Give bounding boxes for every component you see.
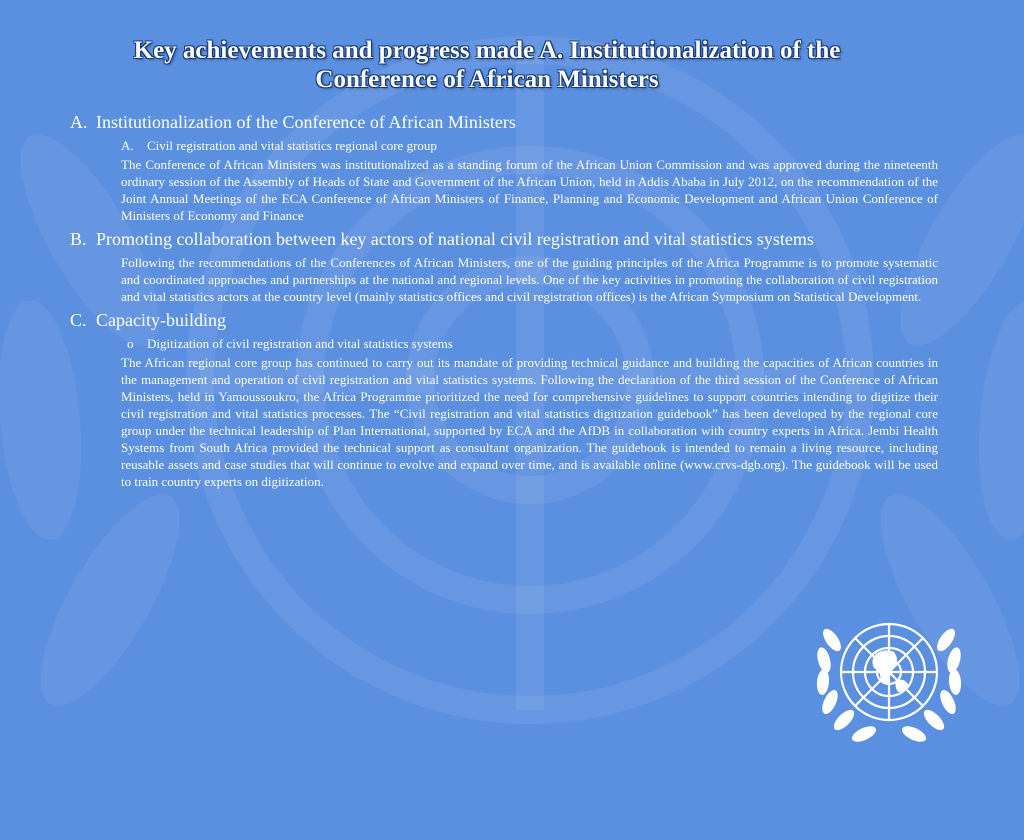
section-c-subheading-text: Digitization of civil registration and vital statistics systems (147, 336, 453, 351)
section-a-marker: A. (70, 112, 88, 132)
section-b-heading (70, 228, 938, 250)
section-c-subheading (121, 335, 938, 352)
slide-content (70, 111, 938, 494)
section-b-heading-text: Promoting collaboration between key actors of national civil registration and vital statistics systems (96, 229, 814, 249)
section-a-heading (70, 111, 938, 133)
section-b-marker: B. (70, 229, 87, 249)
title-line-2: Conference of African Ministers (315, 66, 659, 93)
section-b-paragraph: Following the recommendations of the Conferences of African Ministers, one of the guiding principles of the Africa Programme is to promote systematic and coordinated approaches and partnerships at the national and regional levels. One of the key activities in promoting the collaboration of civil registration and vital statistics actors at the country level (mainly statistics offices and civil registration offices) is the African Symposium on Statistical Development. (121, 255, 938, 304)
slide-title (80, 36, 894, 94)
section-c-marker: C. (70, 310, 87, 330)
section-a-subheading (121, 137, 938, 154)
bullet-circle-icon: o (127, 336, 134, 351)
section-c-heading-text: Capacity-building (96, 310, 226, 330)
title-line-1: Key achievements and progress made A. Institutionalization of the (133, 37, 841, 64)
section-a-subheading-text: Civil registration and vital statistics regional core group (147, 138, 437, 153)
section-c-paragraph: The African regional core group has continued to carry out its mandate of providing technical guidance and building the capacities of African countries in the management and operation of civil registration and vital statistics systems. Following the declaration of the third session of the Conference of African Ministers, held in Yamoussoukro, the Africa Programme prioritized the need for comprehensive guidelines to support countries intending to digitize their civil registration and vital statistics processes. The “Civil registration and vital statistics digitization guidebook” has been developed by the regional core group under the technical leadership of Plan International, supported by ECA and the AfDB in collaboration with country experts in Africa. Jembi Health Systems from South Africa provided the technical support as consultant organization. The guidebook is intended to remain a living resource, including reusable assets and case studies that will continue to evolve and expand over time, and is available online (www.crvs-dgb.org). The guidebook will be used to train country experts on digitization. (121, 355, 938, 489)
un-emblem-logo-icon (806, 594, 972, 754)
section-a-sub-marker: A. (121, 138, 134, 153)
section-a-heading-text: Institutionalization of the Conference of African Ministers (96, 112, 516, 132)
section-c-heading (70, 309, 938, 331)
section-a-paragraph: The Conference of African Ministers was institutionalized as a standing forum of the African Union Commission and was approved during the nineteenth ordinary session of the Assembly of Heads of State and Government of the African Union, held in Addis Ababa in July 2012, on the recommendation of the Joint Annual Meetings of the ECA Conference of African Ministers of Finance, Planning and Economic Development and African Union Conference of Ministers of Economy and Finance (121, 157, 938, 223)
